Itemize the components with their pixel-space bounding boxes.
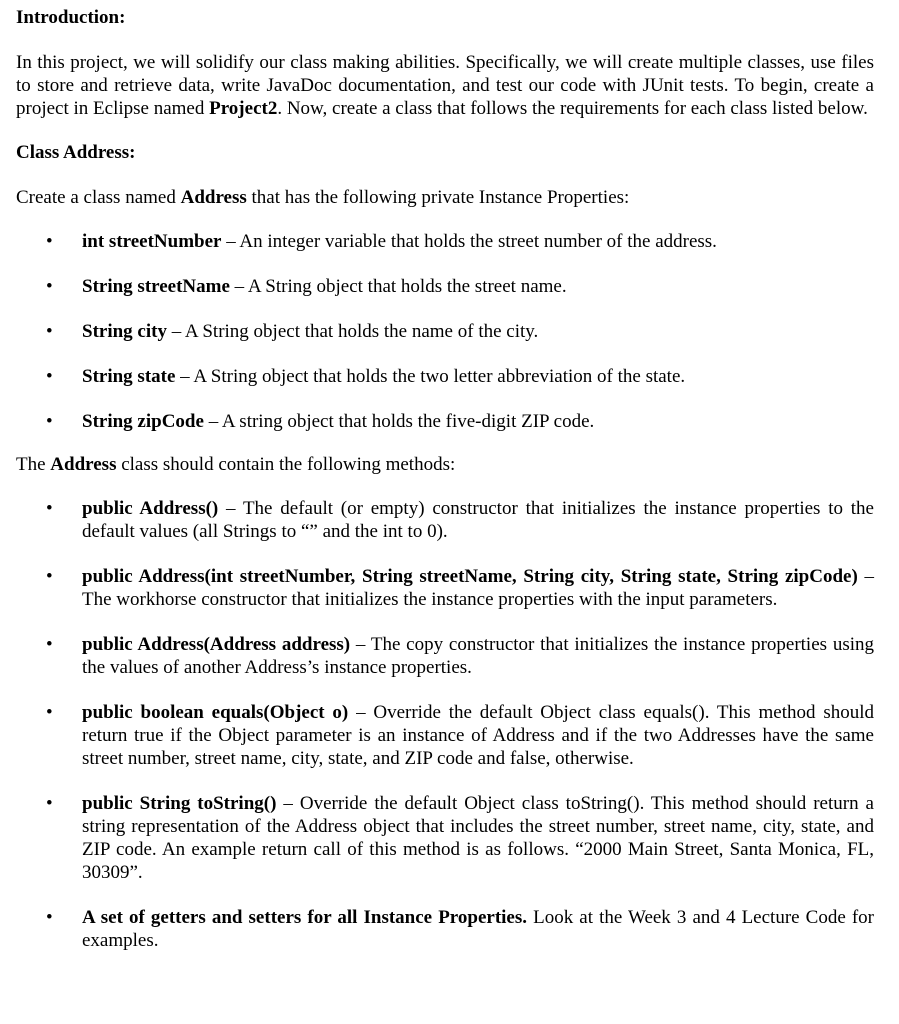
- intro-text-2: . Now, create a class that follows the requirements for each class listed below.: [277, 98, 868, 119]
- bullet: •: [46, 498, 53, 519]
- method-signature: A set of getters and setters for all Instance Properties.: [82, 907, 528, 928]
- property-desc: – A String object that holds the two letter abbreviation of the state.: [175, 366, 686, 387]
- intro-heading: Introduction:: [16, 7, 126, 28]
- bullet: •: [46, 321, 53, 342]
- bullet: •: [46, 566, 53, 587]
- property-name: String zipCode: [82, 411, 204, 432]
- property-desc: – An integer variable that holds the street number of the address.: [221, 231, 717, 252]
- bullet: •: [46, 231, 53, 252]
- property-desc: – A string object that holds the five-digit ZIP code.: [203, 411, 595, 432]
- bullet: •: [46, 411, 53, 432]
- bullet: •: [46, 276, 53, 297]
- method-item: [16, 906, 874, 952]
- method-signature: public Address(): [82, 498, 219, 519]
- intro-paragraph: [16, 51, 874, 120]
- bullet: •: [46, 366, 53, 387]
- property-item: [16, 275, 874, 298]
- property-desc: – A String object that holds the name of the city.: [166, 321, 539, 342]
- create-text-2: that has the following private Instance Properties:: [246, 187, 630, 208]
- method-item: [16, 701, 874, 770]
- method-desc: – Override the default Object class toString(). This method should return a string representation of the Address object that includes the street number, street name, city, state, and ZIP code. An example return call of this method is as follows. “2000 Main Street, Santa Monica, FL, 30309”.: [82, 793, 874, 883]
- property-item: [16, 320, 874, 343]
- intro-text-1: In this project, we will solidify our class making abilities. Specifically, we will create multiple classes, use files to store and retrieve data, write JavaDoc documentation, and test our code with JUnit tests. To begin, create a project in Eclipse named: [16, 52, 874, 119]
- method-desc: – The workhorse constructor that initializes the instance properties with the input parameters.: [82, 566, 874, 610]
- method-desc: Look at the Week 3 and 4 Lecture Code for examples.: [82, 907, 874, 951]
- class-address-heading: Class Address:: [16, 142, 136, 163]
- method-item: [16, 792, 874, 884]
- method-signature: public String toString(): [82, 793, 277, 814]
- methods-list: [16, 497, 874, 952]
- method-desc: – Override the default Object class equals(). This method should return true if the Object parameter is an instance of Address and if the two Addresses have the same street number, street name, city, state, and ZIP code and false, otherwise.: [82, 702, 874, 769]
- methods-intro-text-2: class should contain the following methods:: [116, 454, 456, 475]
- property-name: String state: [82, 366, 176, 387]
- properties-list: [16, 230, 874, 433]
- method-signature: public boolean equals(Object o): [82, 702, 349, 723]
- bullet: •: [46, 793, 53, 814]
- project-name: Project2: [209, 98, 278, 119]
- methods-intro-class-name: Address: [50, 454, 117, 475]
- bullet: •: [46, 702, 53, 723]
- document-page: [16, 6, 874, 952]
- property-desc: – A String object that holds the street name.: [229, 276, 567, 297]
- property-name: int streetNumber: [82, 231, 222, 252]
- method-item: [16, 633, 874, 679]
- methods-intro: [16, 453, 874, 476]
- method-signature: public Address(Address address): [82, 634, 351, 655]
- property-item: [16, 410, 874, 433]
- property-name: String city: [82, 321, 167, 342]
- bullet: •: [46, 634, 53, 655]
- method-desc: – The copy constructor that initializes the instance properties using the values of another Address’s instance properties.: [82, 634, 874, 678]
- method-item: [16, 497, 874, 543]
- method-signature: public Address(int streetNumber, String streetName, String city, String state, String zipCode): [82, 566, 858, 587]
- create-class-name: Address: [180, 187, 247, 208]
- create-text-1: Create a class named: [16, 187, 181, 208]
- property-item: [16, 230, 874, 253]
- method-desc: – The default (or empty) constructor that initializes the instance properties to the default values (all Strings to “” and the int to 0).: [82, 498, 874, 542]
- bullet: •: [46, 907, 53, 928]
- create-class-sentence: [16, 186, 874, 209]
- methods-intro-text-1: The: [16, 454, 51, 475]
- property-name: String streetName: [82, 276, 230, 297]
- method-item: [16, 565, 874, 611]
- property-item: [16, 365, 874, 388]
